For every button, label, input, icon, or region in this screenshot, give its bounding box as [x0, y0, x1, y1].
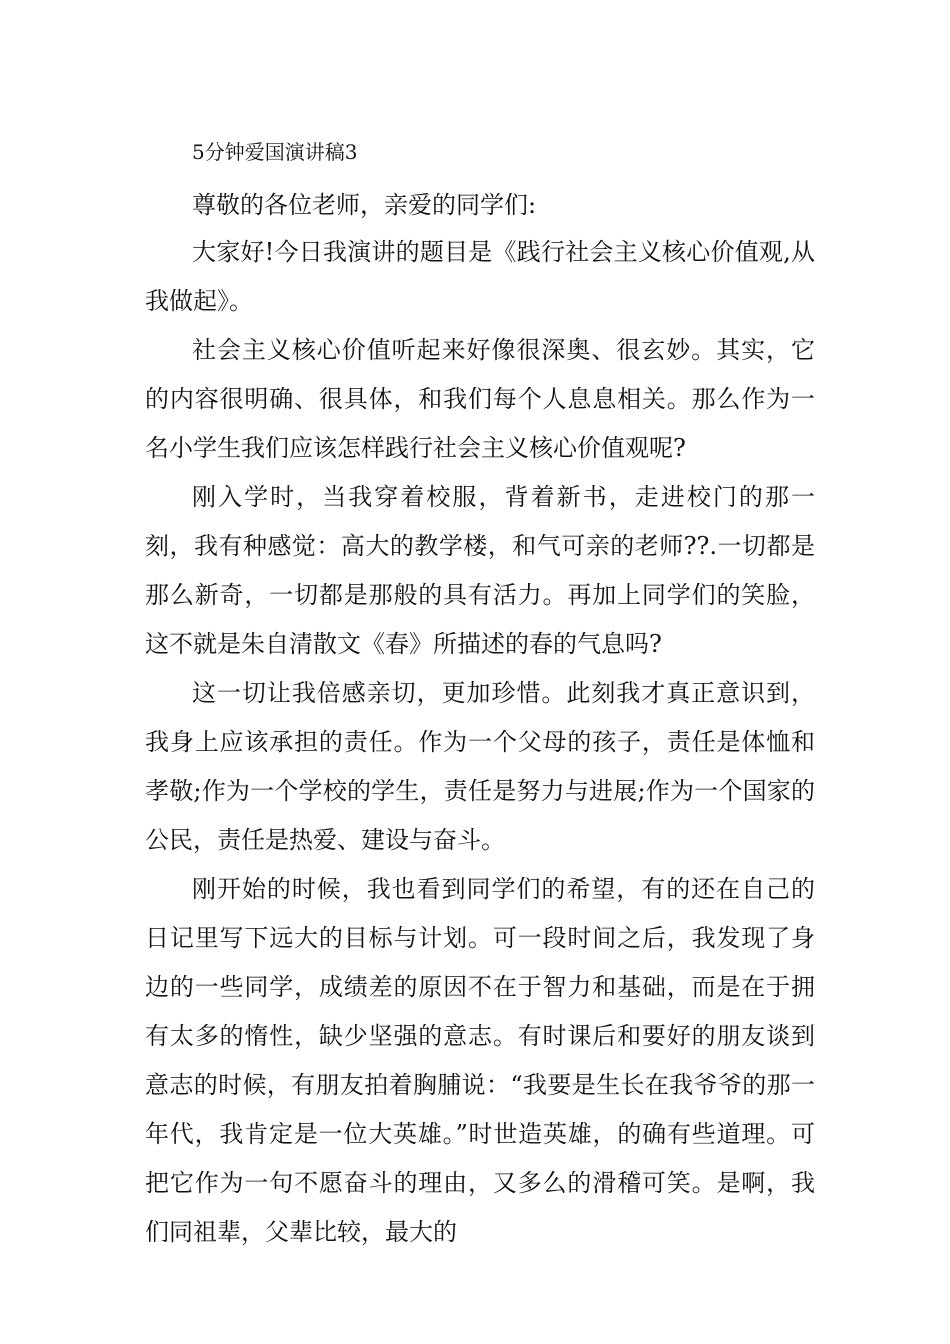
document-title: 5分钟爱国演讲稿3 — [192, 140, 358, 164]
paragraph: 这一切让我倍感亲切，更加珍惜。此刻我才真正意识到，我身上应该承担的责任。作为一个父母的孩子，责任是体恤和孝敬;作为一个学校的学生，责任是努力与进展;作为一个国家的公民，责任是热爱、建设与奋斗。 — [145, 679, 815, 854]
paragraph: 社会主义核心价值听起来好像很深奥、很玄妙。其实，它的内容很明确、很具体，和我们每个人息息相关。那么作为一名小学生我们应该怎样践行社会主义核心价值观呢? — [145, 336, 815, 462]
paragraph: 刚开始的时候，我也看到同学们的希望，有的还在自己的日记里写下远大的目标与计划。可一段时间之后，我发现了身边的一些同学，成绩差的原因不在于智力和基础，而是在于拥有太多的惰性，缺少坚强的意志。有时课后和要好的朋友谈到意志的时候，有朋友拍着胸脯说：“我要是生长在我爷爷的那一年代，我肯定是一位大英雄。”时世造英雄，的确有些道理。可把它作为一句不愿奋斗的理由，又多么的滑稽可笑。是啊，我们同祖辈，父辈比较，最大的 — [145, 875, 815, 1246]
speech-body — [145, 228, 815, 1257]
paragraph: 刚入学时，当我穿着校服，背着新书，走进校门的那一刻，我有种感觉：高大的教学楼，和气可亲的老师??.一切都是那么新奇，一切都是那般的具有活力。再加上同学们的笑脸，这不就是朱自清散文《春》所描述的春的气息吗? — [145, 483, 815, 658]
greeting-line: 尊敬的各位老师，亲爱的同学们: — [192, 191, 537, 219]
paragraph: 大家好!今日我演讲的题目是《践行社会主义核心价值观,从我做起》。 — [145, 238, 815, 315]
